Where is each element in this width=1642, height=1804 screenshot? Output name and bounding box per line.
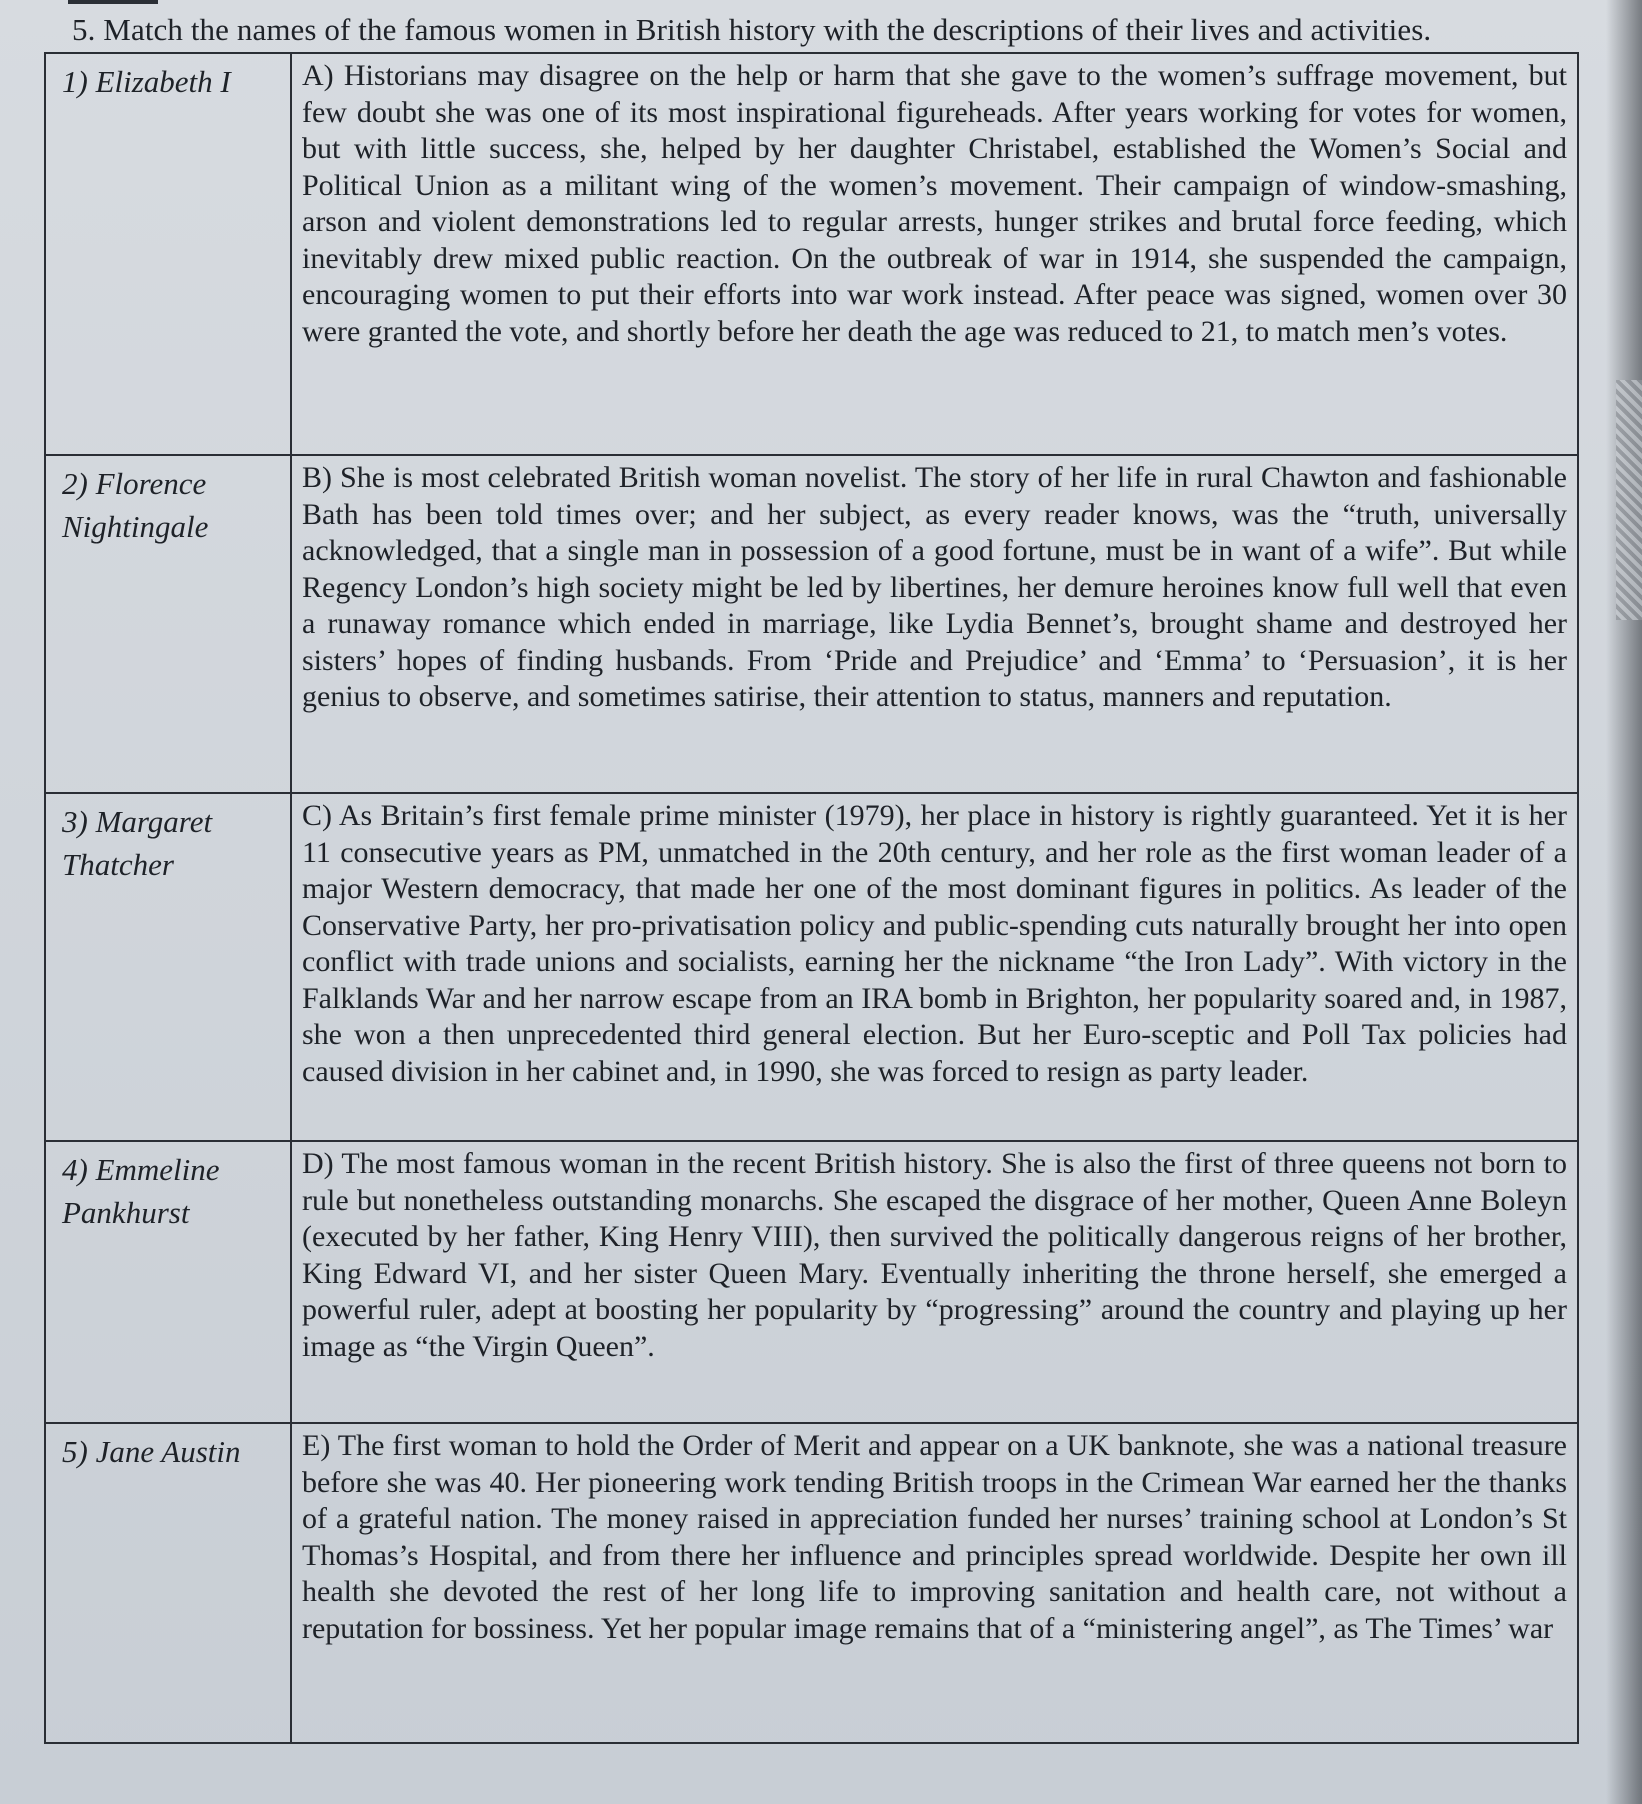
matching-table	[44, 52, 1579, 1744]
name-cell	[45, 1423, 291, 1743]
description-text: E) The first woman to hold the Order of Merit and appear on a UK banknote, she was a national treasure before she was 40. Her pioneering work tending British troops in the Crimean War earned her the thanks of a grateful nation. The money raised in appreciation funded her nurses’ training school at London’s St Thomas’s Hospital, and from there her influence and principles spread worldwide. Despite her own ill health she devoted the rest of her long life to improving sanitation and health care, not without a reputation for bossiness. Yet her popular image remains that of a “ministering angel”, as The Times’ war	[302, 1429, 1567, 1645]
description-cell	[291, 1423, 1578, 1743]
table-row	[45, 793, 1578, 1141]
name-cell	[45, 1141, 291, 1423]
background-edge-strip	[1616, 380, 1642, 620]
table-row	[45, 1423, 1578, 1743]
table-row	[45, 53, 1578, 455]
description-cell	[291, 1141, 1578, 1423]
person-name: 2) Florence Nightingale	[62, 466, 209, 544]
person-name: 1) Elizabeth I	[62, 64, 231, 99]
name-cell	[45, 53, 291, 455]
description-cell	[291, 455, 1578, 793]
name-cell	[45, 455, 291, 793]
table-row	[45, 455, 1578, 793]
person-name: 3) Margaret Thatcher	[62, 804, 213, 882]
name-cell	[45, 793, 291, 1141]
table-row	[45, 1141, 1578, 1423]
description-text: C) As Britain’s first female prime minister (1979), her place in history is rightly guaranteed. Yet it is her 11 consecutive years as PM, unmatched in the 20th century, and her role as the first woman leader of a major Western democracy, that made her one of the most dominant figures in politics. As leader of the Conservative Party, her pro-privatisation policy and public-spending cuts naturally brought her into open conflict with trade unions and socialists, earning her the nickname “the Iron Lady”. With victory in the Falklands War and her narrow escape from an IRA bomb in Brighton, her popularity soared and, in 1987, she won a then unprecedented third general election. But her Euro-sceptic and Poll Tax policies had caused division in her cabinet and, in 1990, she was forced to resign as party leader.	[302, 799, 1567, 1088]
person-name: 5) Jane Austin	[62, 1434, 241, 1469]
person-name: 4) Emmeline Pankhurst	[62, 1152, 220, 1230]
description-text: B) She is most celebrated British woman novelist. The story of her life in rural Chawton and fashionable Bath has been told times over; and her subject, as every reader knows, was the “truth, universally acknowledged, that a single man in possession of a good fortune, must be in want of a wife”. But while Regency London’s high society might be led by libertines, her demure heroines know full well that even a runaway romance which ended in marriage, like Lydia Bennet’s, brought shame and destroyed her sisters’ hopes of finding husbands. From ‘Pride and Prejudice’ and ‘Emma’ to ‘Persuasion’, it is her genius to observe, and sometimes satirise, their attention to status, manners and reputation.	[302, 461, 1567, 713]
description-text: D) The most famous woman in the recent British history. She is also the first of three queens not born to rule but nonetheless outstanding monarchs. She escaped the disgrace of her mother, Queen Anne Boleyn (executed by her father, King Henry VIII), then survived the politically dangerous reigns of her brother, King Edward VI, and her sister Queen Mary. Eventually inheriting the throne herself, she emerged a powerful ruler, adept at boosting her popularity by “progressing” around the country and playing up her image as “the Virgin Queen”.	[302, 1147, 1567, 1363]
page-edge-shadow	[1606, 0, 1642, 1804]
top-rule-mark	[68, 0, 158, 4]
description-cell	[291, 793, 1578, 1141]
task-title: 5. Match the names of the famous women in British history with the descriptions of their lives and activities.	[72, 12, 1432, 47]
description-cell	[291, 53, 1578, 455]
description-text: A) Historians may disagree on the help or harm that she gave to the women’s suffrage movement, but few doubt she was one of its most inspirational figureheads. After years working for votes for women, but with little success, she, helped by her daughter Christabel, established the Women’s Social and Political Union as a militant wing of the women’s movement. Their campaign of window-smashing, arson and violent demonstrations led to regular arrests, hunger strikes and brutal force feeding, which inevitably drew mixed public reaction. On the outbreak of war in 1914, she suspended the campaign, encouraging women to put their efforts into war work instead. After peace was signed, women over 30 were granted the vote, and shortly before her death the age was reduced to 21, to match men’s votes.	[302, 59, 1567, 348]
